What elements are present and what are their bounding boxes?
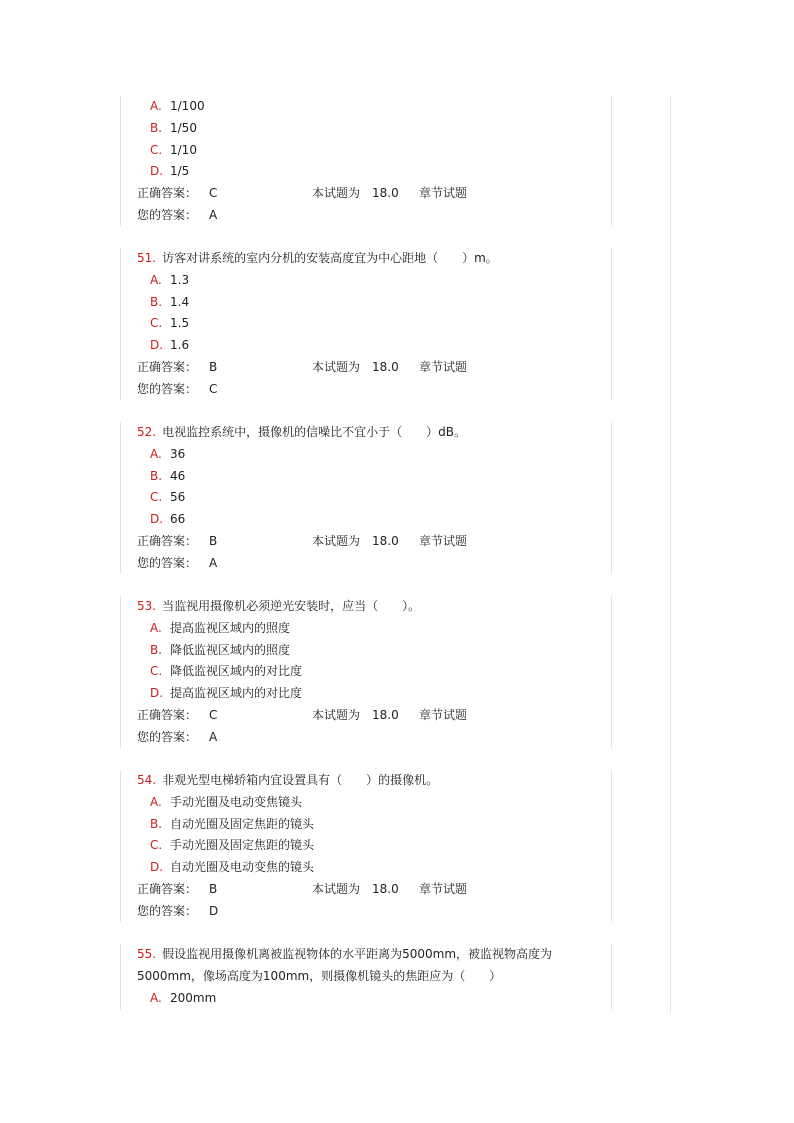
option-d xyxy=(137,857,607,879)
option-c xyxy=(137,661,607,683)
block-border-left xyxy=(120,770,121,922)
option-letter: B. xyxy=(150,468,163,483)
score-label: 本试题为 18.0 xyxy=(312,707,399,722)
question-text xyxy=(137,944,607,988)
question-text xyxy=(137,770,607,792)
correct-answer-value: B xyxy=(209,359,218,374)
correct-answer-label: 正确答案： xyxy=(137,707,198,722)
option-b xyxy=(137,292,607,314)
block-border-right xyxy=(611,944,612,1010)
option-text: 66 xyxy=(170,512,186,527)
correct-answer-row xyxy=(137,531,607,553)
option-a xyxy=(137,618,607,640)
question-text xyxy=(137,596,607,618)
option-a xyxy=(137,270,607,292)
question-stem: 当监视用摄像机必须逆光安装时，应当（ ）。 xyxy=(162,599,421,613)
question-number: 51. xyxy=(137,251,157,265)
source-label: 章节试题 xyxy=(419,186,468,201)
your-answer-value: A xyxy=(209,729,218,744)
option-text: 1.4 xyxy=(170,294,190,309)
question-block-53 xyxy=(137,596,607,748)
block-border-right xyxy=(611,248,612,400)
option-text: 降低监视区域内的照度 xyxy=(170,642,291,657)
question-stem: 访客对讲系统的室内分机的安装高度宜为中心距地（ ）m。 xyxy=(162,251,498,265)
option-d xyxy=(137,683,607,705)
block-border-right xyxy=(611,596,612,748)
option-b xyxy=(137,814,607,836)
question-block-54 xyxy=(137,770,607,922)
your-answer-label: 您的答案： xyxy=(137,555,198,570)
source-label: 章节试题 xyxy=(419,359,468,374)
score-label: 本试题为 18.0 xyxy=(312,186,399,201)
correct-answer-label: 正确答案： xyxy=(137,881,198,896)
option-text: 46 xyxy=(170,468,186,483)
score-label: 本试题为 18.0 xyxy=(312,881,399,896)
option-text: 1/50 xyxy=(170,120,197,135)
option-text: 1.6 xyxy=(170,338,190,353)
your-answer-value: A xyxy=(209,555,218,570)
score-label: 本试题为 18.0 xyxy=(312,359,399,374)
option-d xyxy=(137,161,607,183)
option-text: 提高监视区域内的照度 xyxy=(170,620,291,635)
question-number: 53. xyxy=(137,599,157,613)
option-letter: A. xyxy=(150,446,162,461)
score-label: 本试题为 18.0 xyxy=(312,533,399,548)
option-letter: B. xyxy=(150,120,163,135)
source-label: 章节试题 xyxy=(419,533,468,548)
correct-answer-label: 正确答案： xyxy=(137,186,198,201)
option-text: 提高监视区域内的对比度 xyxy=(170,686,303,701)
question-text xyxy=(137,248,607,270)
your-answer-label: 您的答案： xyxy=(137,381,198,396)
option-letter: C. xyxy=(150,838,163,853)
option-text: 手动光圈及固定焦距的镜头 xyxy=(170,838,315,853)
option-c xyxy=(137,835,607,857)
block-border-left xyxy=(120,248,121,400)
your-answer-value: A xyxy=(209,207,218,222)
option-letter: D. xyxy=(150,860,164,875)
question-number: 55. xyxy=(137,947,157,961)
question-stem: 非观光型电梯轿箱内宜设置具有（ ）的摄像机。 xyxy=(162,773,439,787)
block-border-right xyxy=(611,96,612,226)
source-label: 章节试题 xyxy=(419,881,468,896)
option-text: 1.5 xyxy=(170,316,190,331)
option-letter: D. xyxy=(150,338,164,353)
source-label: 章节试题 xyxy=(419,707,468,722)
option-text: 200mm xyxy=(170,990,217,1005)
your-answer-row xyxy=(137,727,607,749)
option-letter: B. xyxy=(150,642,163,657)
option-a xyxy=(137,792,607,814)
option-letter: A. xyxy=(150,990,162,1005)
option-letter: D. xyxy=(150,164,164,179)
option-b xyxy=(137,118,607,140)
correct-answer-row xyxy=(137,879,607,901)
correct-answer-value: C xyxy=(209,707,218,722)
option-letter: A. xyxy=(150,620,162,635)
question-number: 54. xyxy=(137,773,157,787)
option-text: 1/5 xyxy=(170,164,190,179)
option-c xyxy=(137,140,607,162)
option-b xyxy=(137,466,607,488)
option-c xyxy=(137,313,607,335)
option-d xyxy=(137,509,607,531)
correct-answer-label: 正确答案： xyxy=(137,533,198,548)
correct-answer-row xyxy=(137,705,607,727)
correct-answer-value: C xyxy=(209,186,218,201)
option-c xyxy=(137,487,607,509)
option-text: 自动光圈及固定焦距的镜头 xyxy=(170,816,315,831)
question-text xyxy=(137,422,607,444)
option-b xyxy=(137,640,607,662)
block-border-right xyxy=(611,422,612,574)
option-letter: B. xyxy=(150,816,163,831)
question-stem: 电视监控系统中，摄像机的信噪比不宜小于（ ）dB。 xyxy=(162,425,466,439)
question-block-55 xyxy=(137,944,607,1010)
option-letter: D. xyxy=(150,512,164,527)
option-text: 降低监视区域内的对比度 xyxy=(170,664,303,679)
question-block-52 xyxy=(137,422,607,574)
option-text: 1/100 xyxy=(170,99,205,113)
correct-answer-row xyxy=(137,357,607,379)
block-border-left xyxy=(120,422,121,574)
option-letter: C. xyxy=(150,316,163,331)
option-text: 1/10 xyxy=(170,142,197,157)
option-text: 自动光圈及电动变焦的镜头 xyxy=(170,860,315,875)
correct-answer-label: 正确答案： xyxy=(137,359,198,374)
option-letter: B. xyxy=(150,294,163,309)
option-letter: C. xyxy=(150,664,163,679)
your-answer-row xyxy=(137,205,607,227)
option-letter: A. xyxy=(150,794,162,809)
option-letter: C. xyxy=(150,142,163,157)
your-answer-label: 您的答案： xyxy=(137,207,198,222)
question-stem: 假设监视用摄像机离被监视物体的水平距离为5000mm，被监视物高度为5000mm，像场高度为100mm，则摄像机镜头的焦距应为（ ） xyxy=(137,947,553,983)
option-a xyxy=(137,96,607,118)
correct-answer-value: B xyxy=(209,533,218,548)
page-frame-right xyxy=(670,96,671,1014)
option-letter: A. xyxy=(150,272,162,287)
block-border-left xyxy=(120,944,121,1010)
option-text: 56 xyxy=(170,490,186,505)
question-number: 52. xyxy=(137,425,157,439)
your-answer-value: C xyxy=(209,381,218,396)
your-answer-row xyxy=(137,553,607,575)
option-text: 1.3 xyxy=(170,272,190,287)
option-a xyxy=(137,444,607,466)
your-answer-label: 您的答案： xyxy=(137,903,198,918)
your-answer-row xyxy=(137,901,607,923)
option-text: 36 xyxy=(170,446,186,461)
question-block-50 xyxy=(137,96,607,226)
your-answer-value: D xyxy=(209,903,219,918)
question-block-51 xyxy=(137,248,607,400)
option-letter: A. xyxy=(150,99,162,113)
block-border-right xyxy=(611,770,612,922)
option-text: 手动光圈及电动变焦镜头 xyxy=(170,794,303,809)
option-a xyxy=(137,988,607,1010)
block-border-left xyxy=(120,596,121,748)
option-letter: D. xyxy=(150,686,164,701)
your-answer-row xyxy=(137,379,607,401)
option-letter: C. xyxy=(150,490,163,505)
option-d xyxy=(137,335,607,357)
block-border-left xyxy=(120,96,121,226)
correct-answer-row xyxy=(137,183,607,205)
your-answer-label: 您的答案： xyxy=(137,729,198,744)
correct-answer-value: B xyxy=(209,881,218,896)
